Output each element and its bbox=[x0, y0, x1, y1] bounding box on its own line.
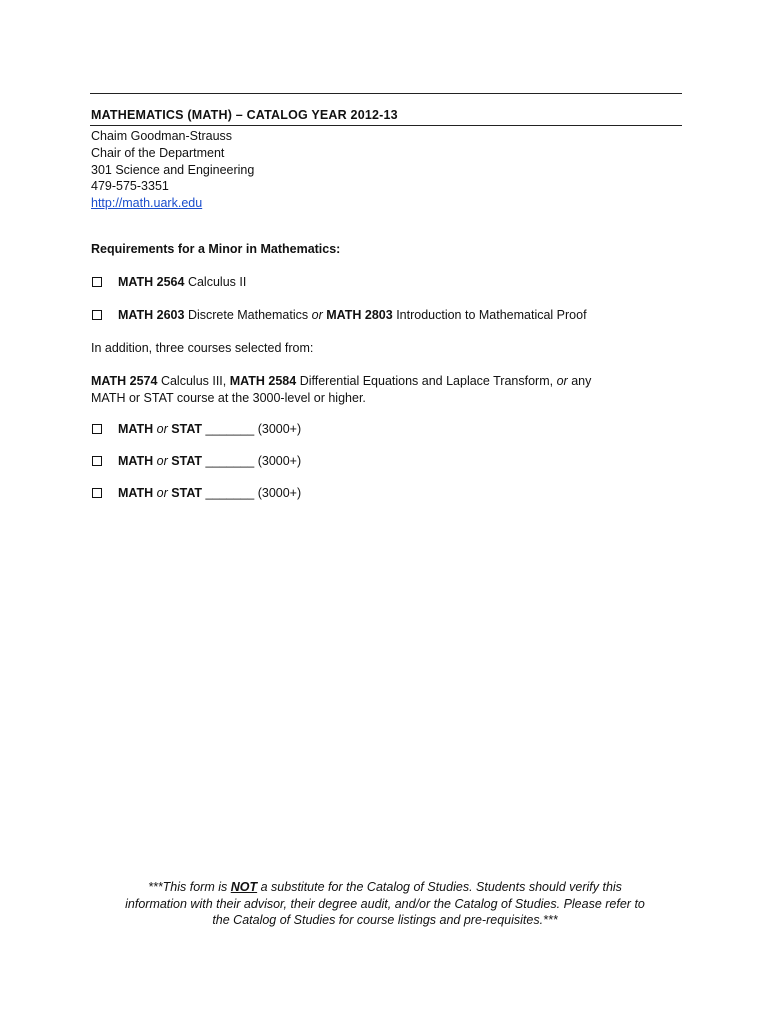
checkbox-icon[interactable] bbox=[92, 424, 102, 434]
contact-block bbox=[91, 128, 254, 212]
addition-text: In addition, three courses selected from: bbox=[91, 341, 314, 355]
subject-math: MATH bbox=[118, 454, 154, 468]
subject-stat: STAT bbox=[171, 454, 203, 468]
footer-pre: ***This form is bbox=[148, 880, 228, 894]
course-blank[interactable]: _______ bbox=[205, 454, 255, 468]
footer-line2: information with their advisor, their degree audit, and/or the Catalog of Studies. Please refer to bbox=[125, 896, 645, 911]
contact-phone: 479-575-3351 bbox=[91, 179, 169, 194]
level-text: (3000+) bbox=[257, 486, 302, 500]
footer-not: NOT bbox=[230, 880, 258, 894]
or-text: or bbox=[156, 422, 168, 436]
course-code: MATH 2603 bbox=[118, 308, 185, 322]
course-name: Calculus II bbox=[187, 275, 247, 289]
department-link[interactable]: http://math.uark.edu bbox=[91, 196, 203, 211]
alt-course-code: MATH 2803 bbox=[326, 308, 393, 322]
checkbox-icon[interactable] bbox=[92, 310, 102, 320]
course-code: MATH 2564 bbox=[118, 275, 185, 289]
footer-line3: the Catalog of Studies for course listings and pre-requisites.*** bbox=[212, 913, 558, 927]
checkbox-icon[interactable] bbox=[92, 488, 102, 498]
contact-role: Chair of the Department bbox=[91, 145, 225, 160]
level-text: (3000+) bbox=[257, 454, 302, 468]
top-rule bbox=[90, 93, 682, 94]
elective-slot bbox=[91, 486, 301, 500]
elective-slot bbox=[91, 454, 301, 468]
course-code: MATH 2574 bbox=[91, 374, 158, 388]
requirements-heading: Requirements for a Minor in Mathematics: bbox=[91, 242, 341, 256]
subject-stat: STAT bbox=[171, 486, 203, 500]
any-text: any bbox=[571, 374, 592, 388]
course-blank[interactable]: _______ bbox=[205, 422, 255, 436]
elective-slot bbox=[91, 422, 301, 436]
elective-description-line2: MATH or STAT course at the 3000-level or higher. bbox=[91, 390, 366, 405]
disclaimer-footer bbox=[88, 879, 682, 929]
course-name: Differential Equations and Laplace Transform, bbox=[299, 374, 554, 388]
course-name: Discrete Mathematics bbox=[187, 308, 309, 322]
subject-math: MATH bbox=[118, 422, 154, 436]
course-name: Calculus III, bbox=[160, 374, 227, 388]
course-code: MATH 2584 bbox=[229, 374, 297, 388]
or-text: or bbox=[556, 374, 568, 388]
or-text: or bbox=[156, 454, 168, 468]
contact-name: Chaim Goodman-Strauss bbox=[91, 129, 233, 143]
subject-stat: STAT bbox=[171, 422, 203, 436]
level-text: (3000+) bbox=[257, 422, 302, 436]
contact-office: 301 Science and Engineering bbox=[91, 162, 255, 177]
or-text: or bbox=[156, 486, 168, 500]
requirement-calc2 bbox=[91, 275, 246, 289]
checkbox-icon[interactable] bbox=[92, 456, 102, 466]
or-text: or bbox=[311, 308, 323, 322]
requirement-discrete bbox=[91, 308, 587, 322]
elective-description bbox=[91, 373, 591, 406]
page-title: MATHEMATICS (MATH) – CATALOG YEAR 2012-13 bbox=[91, 108, 398, 122]
course-blank[interactable]: _______ bbox=[205, 486, 255, 500]
footer-post: a substitute for the Catalog of Studies. Students should verify this bbox=[260, 880, 622, 894]
subject-math: MATH bbox=[118, 486, 154, 500]
title-rule bbox=[90, 125, 682, 126]
alt-course-name: Introduction to Mathematical Proof bbox=[396, 308, 587, 322]
checkbox-icon[interactable] bbox=[92, 277, 102, 287]
